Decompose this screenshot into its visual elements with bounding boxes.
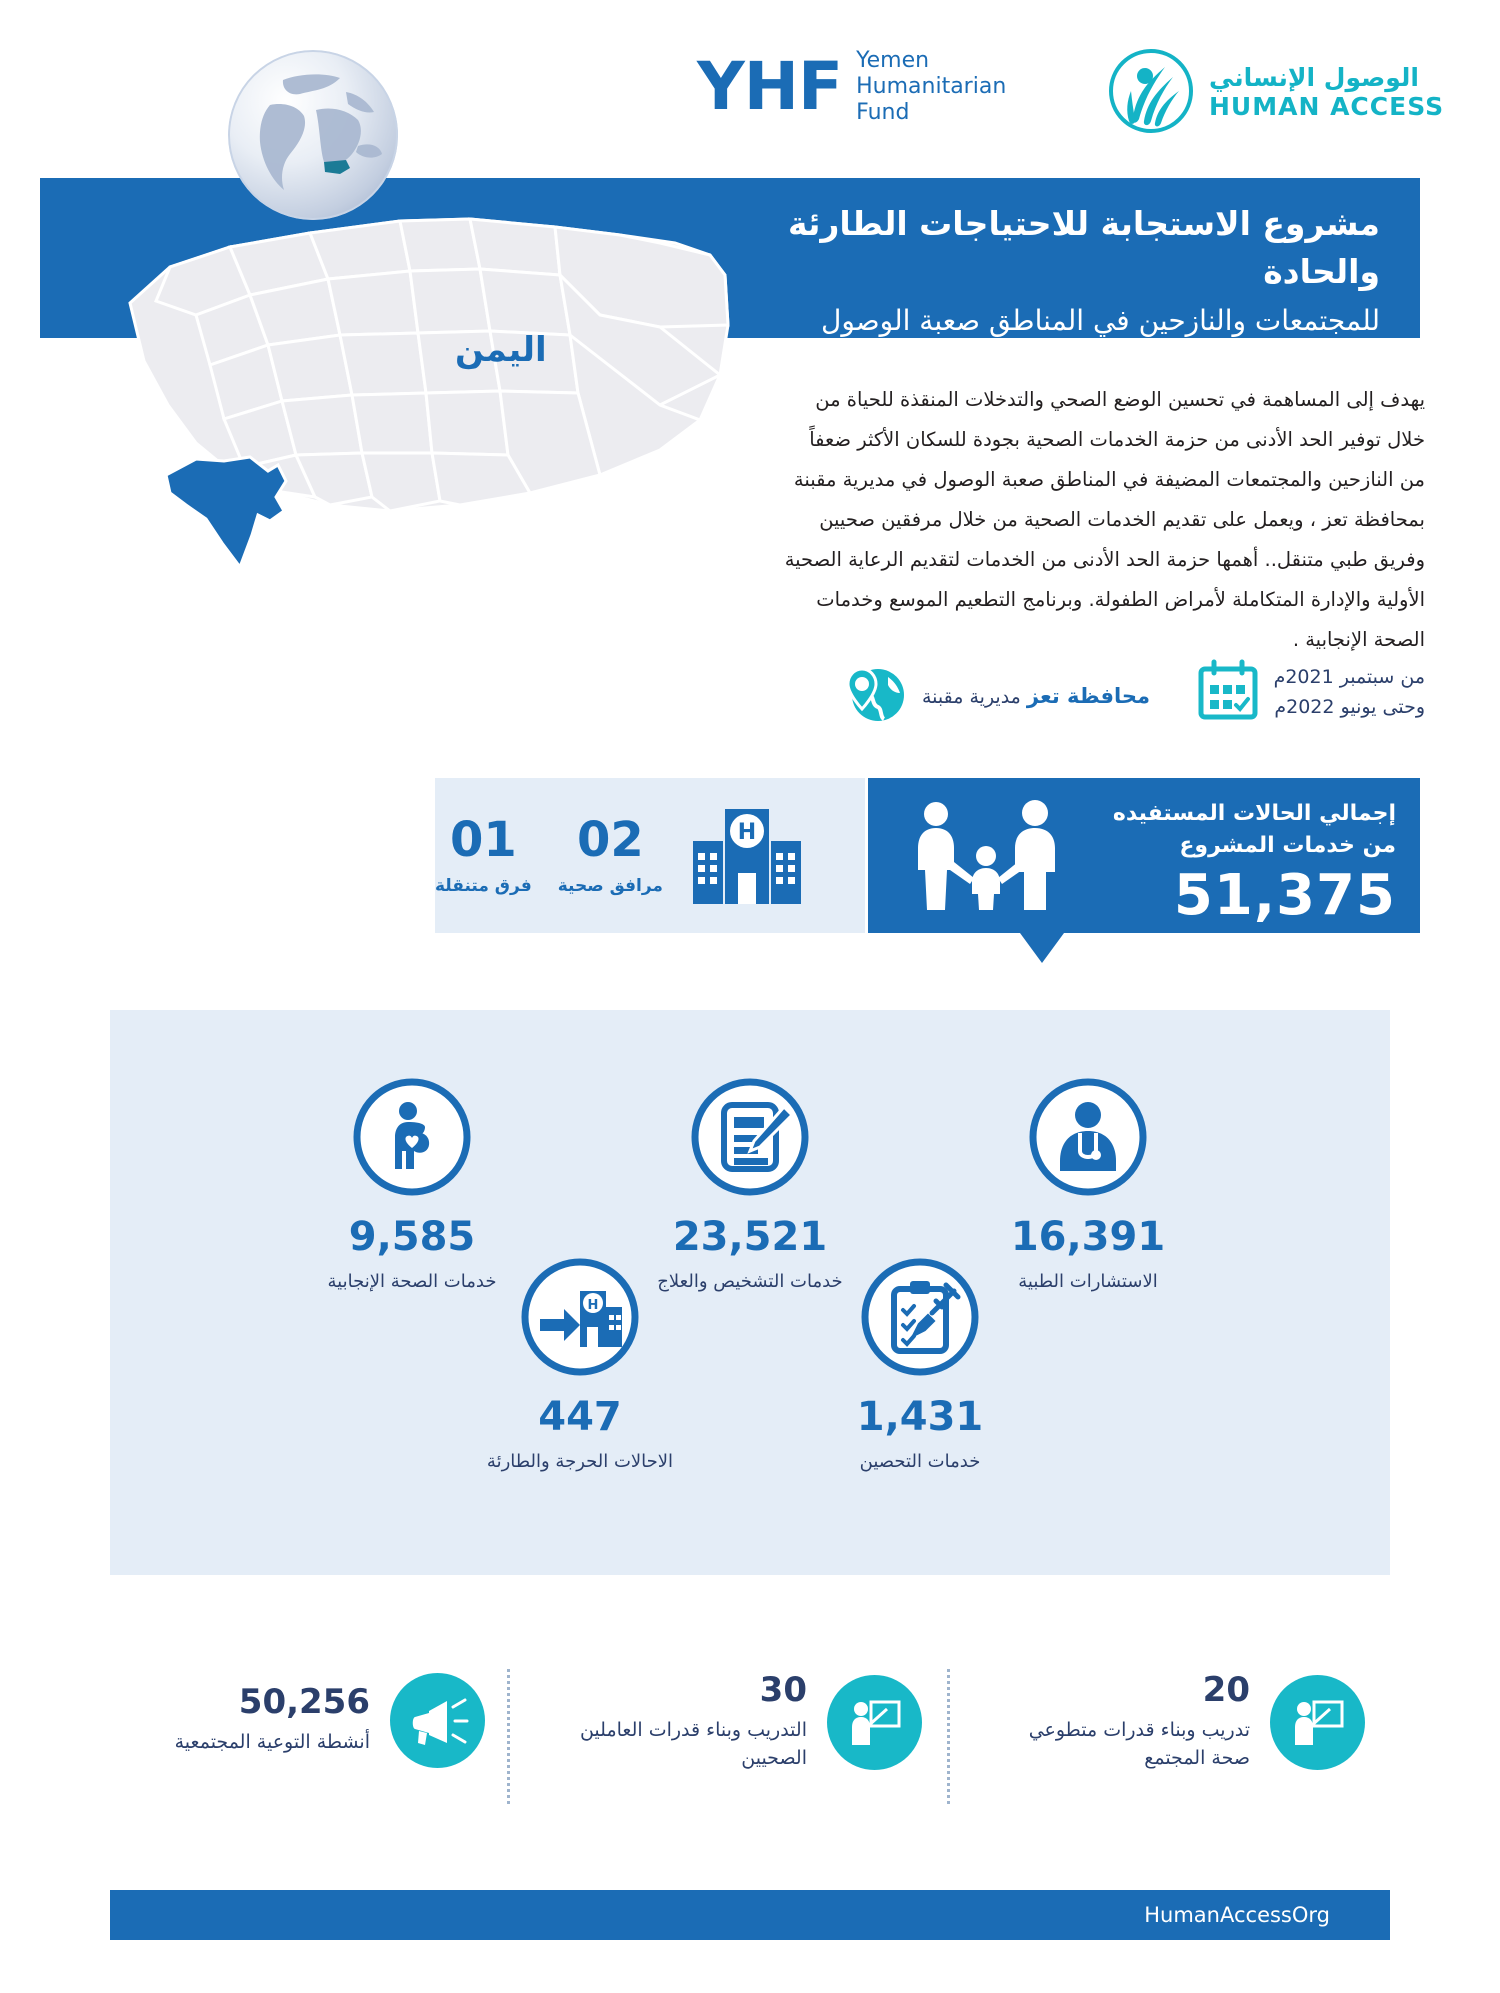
facilities-panel bbox=[435, 778, 865, 933]
training-board-icon bbox=[827, 1675, 922, 1770]
volunteer-training-label-1: تدريب وبناء قدرات متطوعي bbox=[1028, 1719, 1250, 1741]
staff-training-label-1: التدريب وبناء قدرات العاملين bbox=[579, 1719, 807, 1741]
map-governorate-label: تعز bbox=[167, 545, 197, 567]
volunteer-training-label-2: صحة المجتمع bbox=[1144, 1746, 1250, 1769]
stat-label-emergency-referrals: الاحالات الحرجة والطارئة bbox=[486, 1451, 674, 1472]
project-title: مشروع الاستجابة للاحتياجات الطارئة والحادة bbox=[788, 204, 1380, 291]
stat-value-reproductive-health: 9,585 bbox=[348, 1214, 476, 1260]
total-beneficiaries-panel bbox=[868, 778, 1420, 933]
banner-title-block bbox=[720, 200, 1380, 342]
map-country-label: اليمن bbox=[455, 330, 547, 370]
svg-text:H: H bbox=[587, 1298, 599, 1313]
yhf-logo bbox=[697, 48, 1006, 126]
volunteer-training-value: 20 bbox=[1202, 1670, 1250, 1710]
meta-row bbox=[765, 655, 1425, 735]
mobile-teams-label: فرق متنقلة bbox=[435, 875, 532, 896]
footer-handle: HumanAccessOrg bbox=[1144, 1903, 1330, 1927]
globe-pin-icon bbox=[844, 663, 906, 729]
duration-start: من سبتمبر 2021م bbox=[1273, 665, 1425, 688]
stat-card-emergency-referrals bbox=[430, 1255, 730, 1475]
total-beneficiaries-value: 51,375 bbox=[1173, 862, 1396, 928]
svg-text:H: H bbox=[737, 820, 757, 845]
megaphone-icon bbox=[390, 1673, 485, 1768]
hospital-icon bbox=[689, 801, 804, 910]
project-duration bbox=[1198, 659, 1425, 725]
location-district: مديرية مقبنة bbox=[921, 686, 1021, 708]
yhf-line-1: Yemen bbox=[856, 48, 930, 73]
training-board-icon bbox=[1270, 1675, 1365, 1770]
footer-bar bbox=[110, 1890, 1390, 1940]
staff-training-label bbox=[580, 1717, 807, 1772]
doctor-icon bbox=[938, 1075, 1238, 1203]
community-awareness-value: 50,256 bbox=[238, 1681, 370, 1722]
total-beneficiaries-text bbox=[1112, 798, 1396, 928]
health-facilities-label: مرافق صحية bbox=[557, 875, 663, 896]
total-beneficiaries-label-2: من خدمات المشروع bbox=[1179, 832, 1396, 858]
stat-card-community-awareness bbox=[175, 1673, 485, 1768]
project-location bbox=[844, 663, 1150, 729]
stat-label-medical-consultations: الاستشارات الطبية bbox=[1018, 1271, 1158, 1292]
pregnant-woman-icon bbox=[262, 1075, 562, 1203]
health-facilities-value: 02 bbox=[576, 811, 644, 868]
human-access-mark-icon bbox=[1107, 47, 1195, 139]
stat-label-reproductive-health: خدمات الصحة الإنجابية bbox=[327, 1271, 497, 1292]
footer-text-wrap bbox=[110, 1890, 1360, 1940]
divider-1 bbox=[947, 1669, 950, 1804]
stat-card-staff-training bbox=[579, 1670, 922, 1772]
callout-tail bbox=[1020, 933, 1064, 963]
human-access-arabic: الوصول الإنساني bbox=[1209, 62, 1419, 92]
stat-label-diagnosis-treatment: خدمات التشخيص والعلاج bbox=[657, 1271, 843, 1292]
yhf-fullname bbox=[856, 48, 1006, 126]
stat-value-emergency-referrals: 447 bbox=[538, 1394, 622, 1440]
human-access-text bbox=[1209, 64, 1444, 123]
mobile-teams-stat bbox=[435, 811, 532, 896]
header bbox=[0, 0, 1500, 180]
vaccine-clipboard-icon bbox=[770, 1255, 1070, 1383]
location-text bbox=[922, 684, 1150, 708]
yemen-map bbox=[100, 175, 740, 595]
stat-value-diagnosis-treatment: 23,521 bbox=[672, 1214, 828, 1260]
volunteer-training-label bbox=[1029, 1717, 1250, 1772]
stat-value-medical-consultations: 16,391 bbox=[1010, 1214, 1166, 1260]
health-facilities-stat bbox=[557, 811, 663, 896]
human-access-logo bbox=[1107, 47, 1444, 139]
community-awareness-label: أنشطة التوعية المجتمعية bbox=[174, 1730, 370, 1753]
training-awareness-row bbox=[110, 1655, 1390, 1830]
project-description: يهدف إلى المساهمة في تحسين الوضع الصحي والتدخلات المنقذة للحياة من خلال توفير الحد الأدنى من حزمة الخدمات الصحية بجودة للسكان الأكثر ضعفاً من النازحين والمجتمعات المضيفة في المناطق صعبة الوصول في مديرية مقبنة بمحافظة تعز ، ويعمل على تقديم الخدمات الصحية من خلال مرفقين صحيين وفريق طبي متنقل.. أهمها حزمة الحد الأدنى من الخدمات لتقديم الرعاية الصحية الأولية والإدارة المتكاملة لأمراض الطفولة. وبرنامج التطعيم الموسع وخدمات الصحة الإنجابية . bbox=[784, 388, 1425, 651]
staff-training-value: 30 bbox=[759, 1670, 807, 1710]
stat-label-immunization: خدمات التحصين bbox=[859, 1451, 981, 1472]
volunteer-training-text bbox=[1028, 1670, 1250, 1772]
hospital-referral-icon bbox=[430, 1255, 730, 1383]
stat-card-immunization bbox=[770, 1255, 1070, 1475]
staff-training-text bbox=[579, 1670, 807, 1772]
duration-text bbox=[1274, 662, 1425, 723]
mobile-teams-value: 01 bbox=[449, 811, 517, 868]
location-governorate: محافظة تعز bbox=[1026, 684, 1150, 708]
stat-card-volunteer-training bbox=[1028, 1670, 1365, 1772]
staff-training-label-2: الصحيين bbox=[741, 1746, 807, 1769]
community-awareness-text bbox=[174, 1681, 370, 1757]
total-beneficiaries-label-1: إجمالي الحالات المستفيده bbox=[1112, 801, 1396, 826]
clipboard-pen-icon bbox=[600, 1075, 900, 1203]
globe-icon bbox=[228, 50, 398, 220]
project-subtitle: للمجتمعات والنازحين في المناطق صعبة الوصول bbox=[821, 303, 1380, 337]
yhf-line-2: Humanitarian bbox=[856, 73, 1007, 99]
main-stats-grid bbox=[110, 1010, 1390, 1575]
duration-end: وحتى يونيو 2022م bbox=[1274, 696, 1425, 718]
divider-2 bbox=[507, 1669, 510, 1804]
calendar-icon bbox=[1198, 659, 1258, 725]
stat-value-immunization: 1,431 bbox=[856, 1394, 984, 1440]
yhf-line-3: Fund bbox=[856, 99, 910, 125]
human-access-english: HUMAN ACCESS bbox=[1209, 92, 1445, 122]
yhf-wordmark: YHF bbox=[697, 47, 843, 125]
family-icon bbox=[898, 800, 1073, 916]
